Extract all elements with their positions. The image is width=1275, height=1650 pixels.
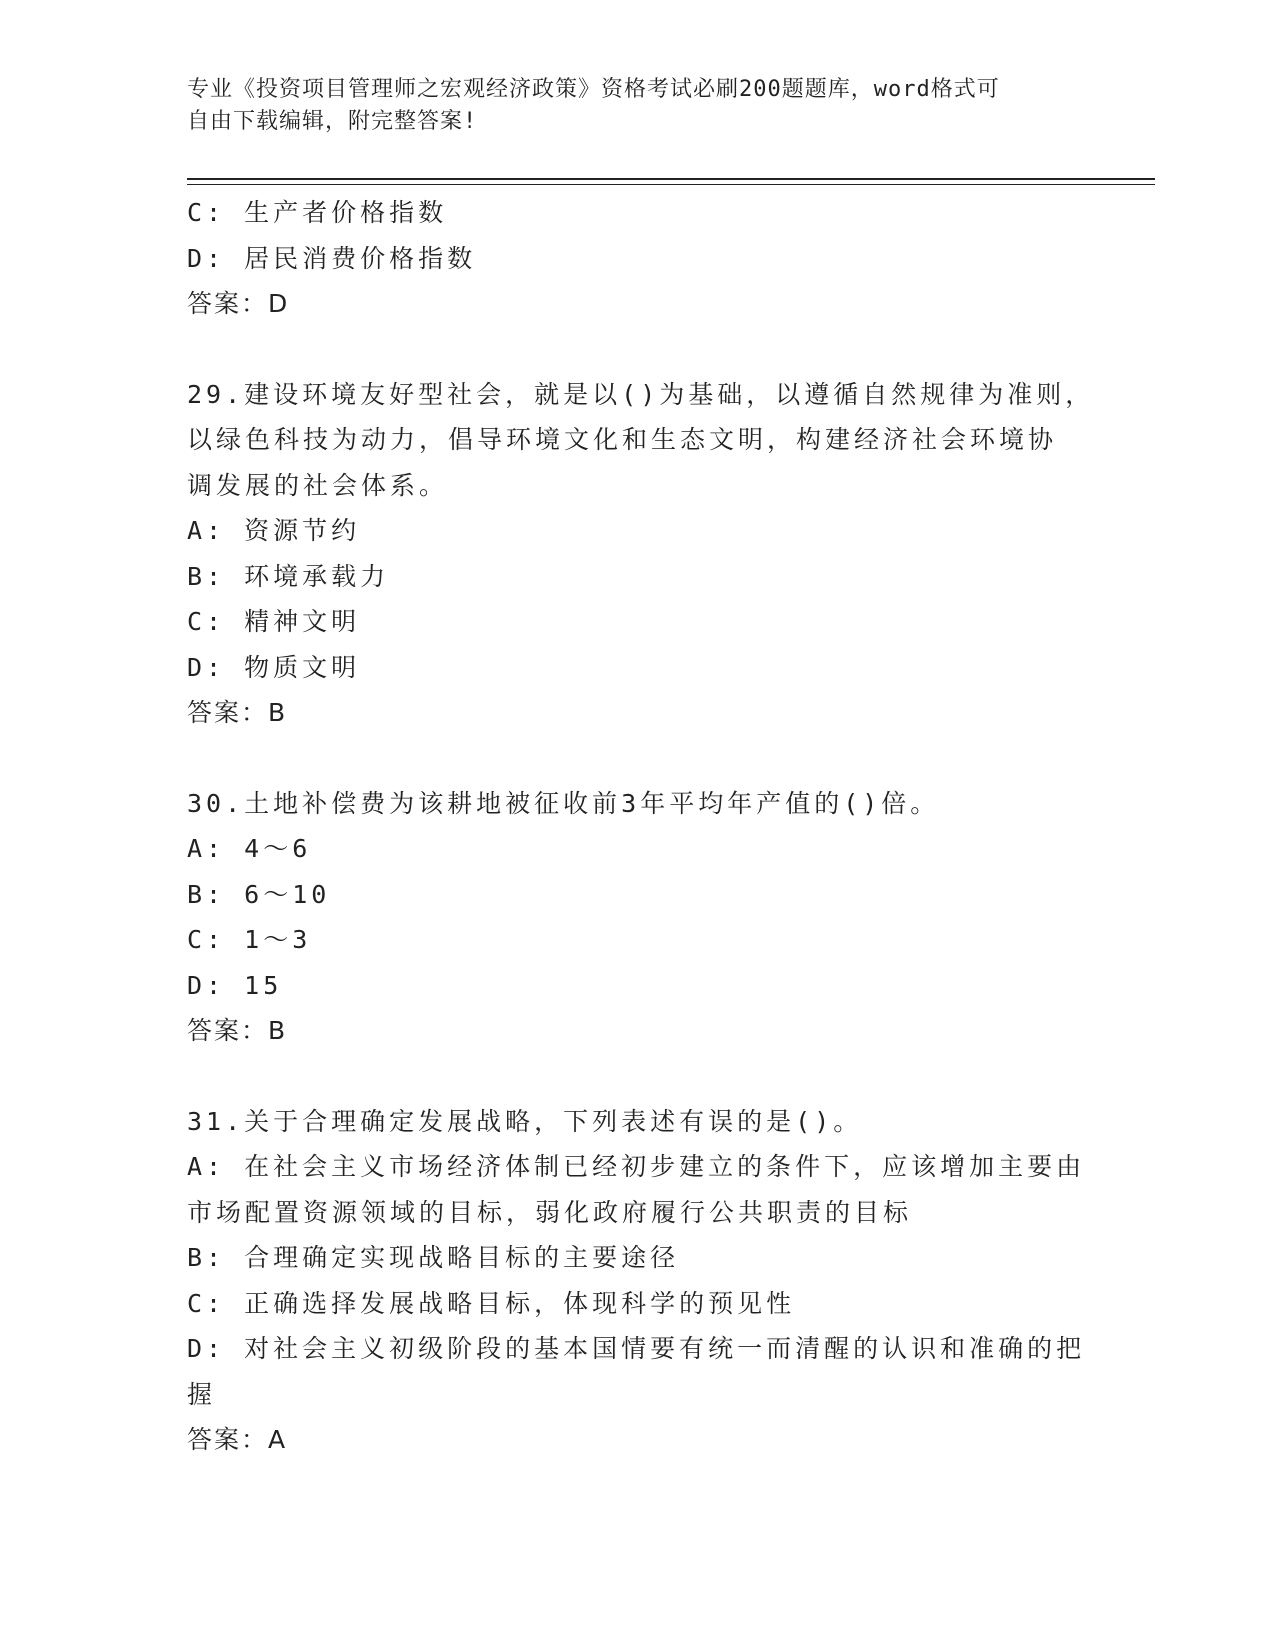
option-c: C: 生产者价格指数 <box>187 198 448 227</box>
question-stem: 调发展的社会体系。 <box>187 470 449 500</box>
question-list <box>187 190 1095 1463</box>
option-a: A: 资源节约 <box>187 516 361 545</box>
answer: 答案：D <box>187 289 290 318</box>
question-stem: 以绿色科技为动力，倡导环境文化和生态文明，构建经济社会环境协 <box>187 425 1058 454</box>
answer: 答案：B <box>187 1016 288 1045</box>
option-a-continued: 市场配置资源领域的目标，弱化政府履行公共职责的目标 <box>187 1197 913 1227</box>
answer: 答案：B <box>187 698 288 727</box>
spacer <box>187 327 1087 372</box>
option-c: C: 精神文明 <box>187 607 361 636</box>
header-divider-thin <box>187 184 1155 185</box>
option-b: B: 环境承载力 <box>187 561 390 591</box>
option-a: A: 4～6 <box>187 834 312 863</box>
question-31 <box>187 1099 1087 1463</box>
option-c: C: 正确选择发展战略目标，体现科学的预见性 <box>187 1288 796 1318</box>
header-line-2: 自由下载编辑，附完整答案! <box>187 109 478 134</box>
spacer <box>187 1054 1087 1099</box>
option-d-continued: 握 <box>187 1379 217 1409</box>
option-b: B: 合理确定实现战略目标的主要途径 <box>187 1243 680 1272</box>
question-stem: 30.土地补偿费为该耕地被征收前3年平均年产值的()倍。 <box>187 788 940 818</box>
document-header <box>187 74 1067 138</box>
question-stem: 31.关于合理确定发展战略，下列表述有误的是()。 <box>187 1106 863 1136</box>
option-b: B: 6～10 <box>187 879 331 909</box>
option-a: A: 在社会主义市场经济体制已经初步建立的条件下，应该增加主要由 <box>187 1152 1086 1181</box>
answer: 答案：A <box>187 1425 288 1454</box>
option-d: D: 物质文明 <box>187 652 361 682</box>
spacer <box>187 736 1087 781</box>
question-29 <box>187 372 1095 736</box>
option-c: C: 1～3 <box>187 925 312 954</box>
option-d: D: 对社会主义初级阶段的基本国情要有统一而清醒的认识和准确的把 <box>187 1334 1086 1363</box>
question-28-tail <box>187 190 1087 327</box>
header-line-1: 专业《投资项目管理师之宏观经济政策》资格考试必刷200题题库，word格式可 <box>187 77 1000 102</box>
question-stem: 29.建设环境友好型社会，就是以()为基础，以遵循自然规律为准则， <box>187 379 1095 409</box>
option-d: D: 15 <box>187 970 283 1000</box>
header-divider-thick <box>187 178 1155 180</box>
question-30 <box>187 781 1087 1054</box>
option-d: D: 居民消费价格指数 <box>187 243 477 273</box>
